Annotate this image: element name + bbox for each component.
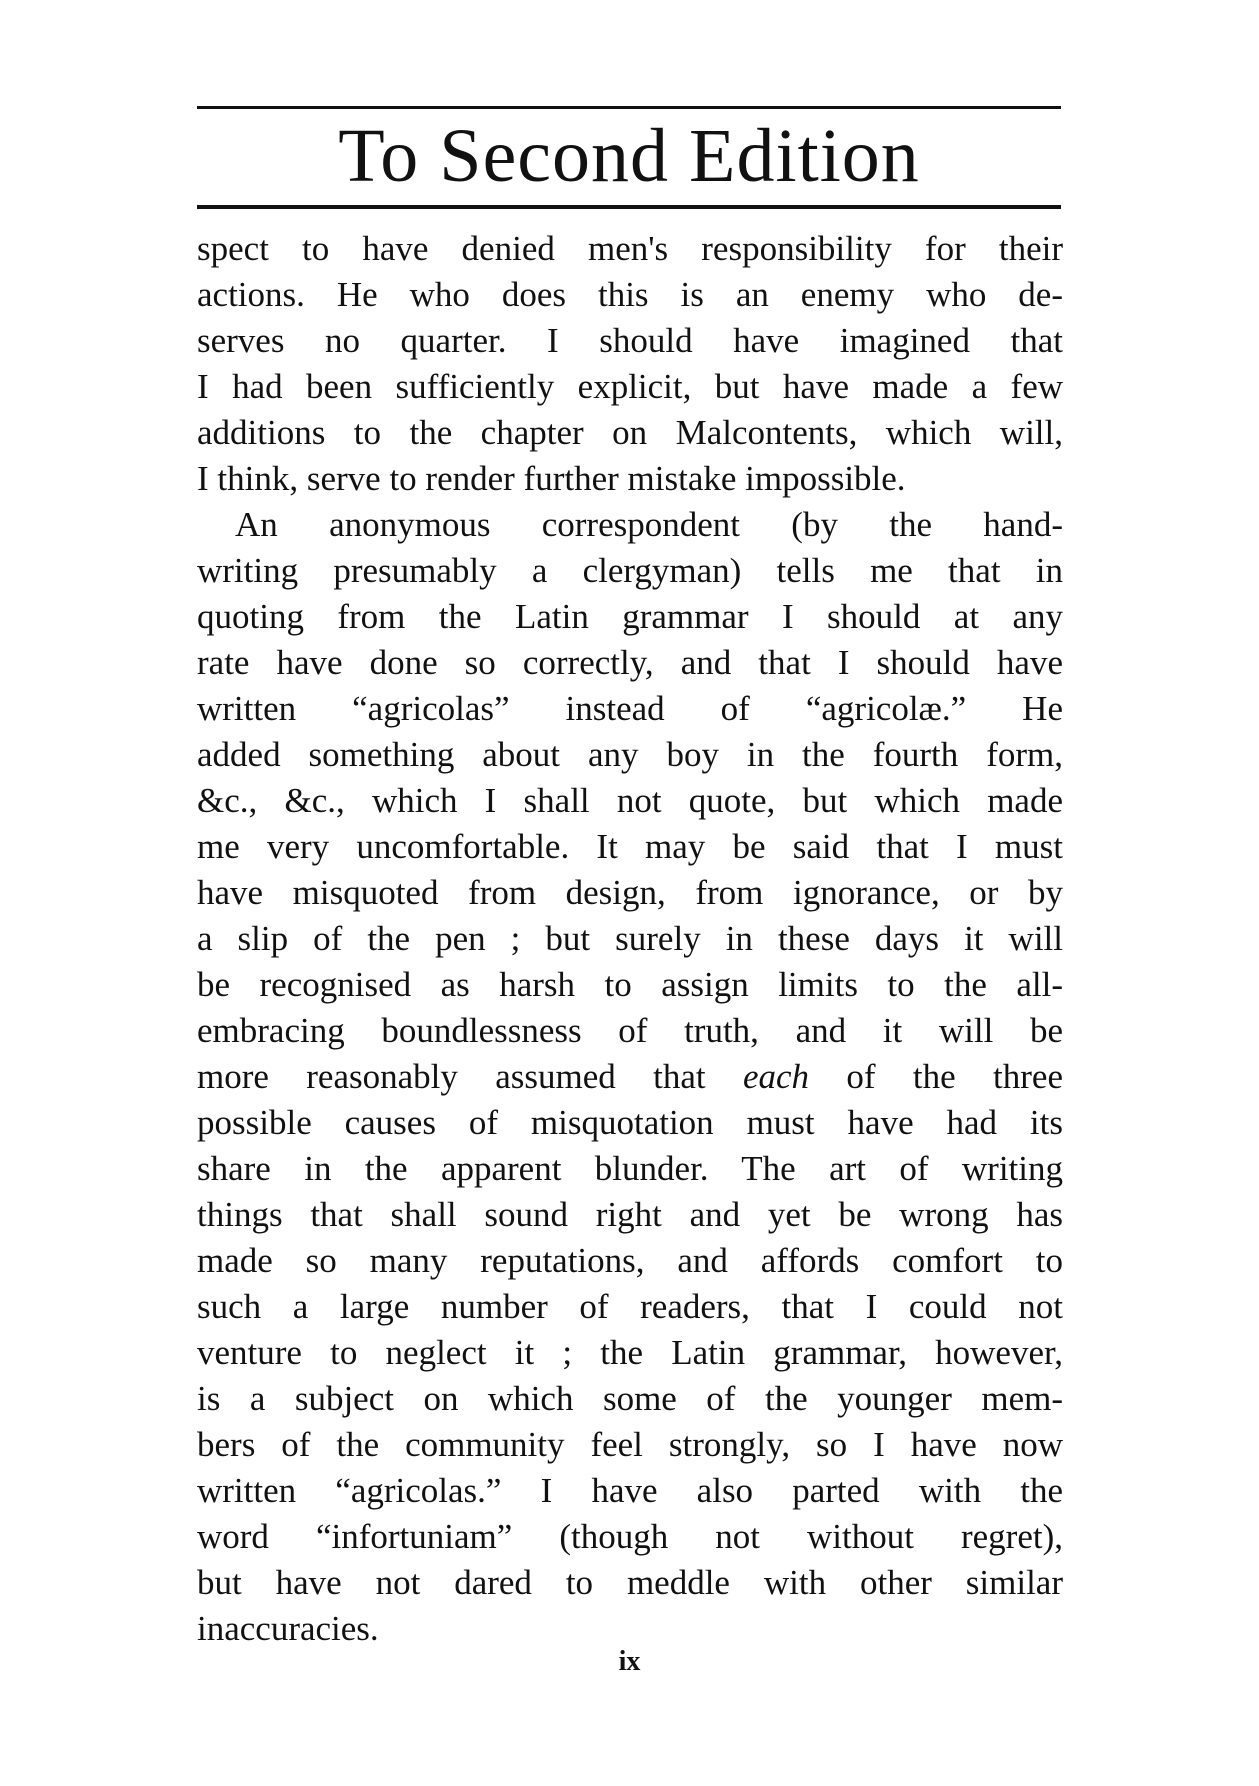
- text-line: I had been sufficiently explicit, but have made a few: [197, 367, 1063, 406]
- text-line: writing presumably a clergyman) tells me that in: [197, 551, 1063, 590]
- text-line: be recognised as harsh to assign limits to the all-: [197, 965, 1063, 1004]
- text-line: embracing boundlessness of truth, and it will be: [197, 1011, 1063, 1050]
- text-line: inaccuracies.: [197, 1609, 379, 1648]
- running-head-title: To Second Edition: [338, 114, 920, 198]
- text-line: written “agricolas” instead of “agricolæ.” He: [197, 689, 1063, 728]
- body-text: [197, 226, 1063, 1652]
- text-line: added something about any boy in the fourth form,: [197, 735, 1063, 774]
- text-line: me very uncomfortable. It may be said that I must: [197, 827, 1063, 866]
- text-line: a slip of the pen ; but surely in these days it will: [197, 919, 1063, 958]
- text-line: such a large number of readers, that I could not: [197, 1287, 1063, 1326]
- text-line: I think, serve to render further mistake impossible.: [197, 459, 906, 498]
- page-number: ix: [618, 1646, 641, 1677]
- text-line: made so many reputations, and affords comfort to: [197, 1241, 1063, 1280]
- header-top-rule: [197, 106, 1061, 109]
- text-line: serves no quarter. I should have imagined that: [197, 321, 1063, 360]
- emphasized-word: each: [742, 1057, 810, 1096]
- text-line: things that shall sound right and yet be wrong has: [197, 1195, 1063, 1234]
- text-line: spect to have denied men's responsibility for their: [197, 229, 1063, 268]
- text-line: additions to the chapter on Malcontents, which will,: [197, 413, 1063, 452]
- text-line: venture to neglect it ; the Latin grammar, however,: [197, 1333, 1063, 1372]
- text-segment: of the three: [809, 1057, 1063, 1096]
- text-line: possible causes of misquotation must have had its: [197, 1103, 1063, 1142]
- text-line: bers of the community feel strongly, so I have now: [197, 1425, 1063, 1464]
- text-line: rate have done so correctly, and that I should have: [197, 643, 1063, 682]
- text-line: actions. He who does this is an enemy who de-: [197, 275, 1063, 314]
- text-segment: more reasonably assumed that: [197, 1057, 743, 1096]
- header-bottom-rule: [197, 205, 1061, 209]
- text-line-with-emphasis: [197, 1054, 1063, 1100]
- text-line: word “infortuniam” (though not without regret),: [197, 1517, 1063, 1556]
- text-line: quoting from the Latin grammar I should at any: [197, 597, 1063, 636]
- text-line: but have not dared to meddle with other similar: [197, 1563, 1063, 1602]
- text-line: share in the apparent blunder. The art of writing: [197, 1149, 1063, 1188]
- text-line: have misquoted from design, from ignorance, or by: [197, 873, 1063, 912]
- text-line: &c., &c., which I shall not quote, but which made: [197, 781, 1063, 820]
- text-line: An anonymous correspondent (by the hand-: [235, 505, 1063, 544]
- text-line: is a subject on which some of the younger mem-: [197, 1379, 1063, 1418]
- text-line: written “agricolas.” I have also parted with the: [197, 1471, 1063, 1510]
